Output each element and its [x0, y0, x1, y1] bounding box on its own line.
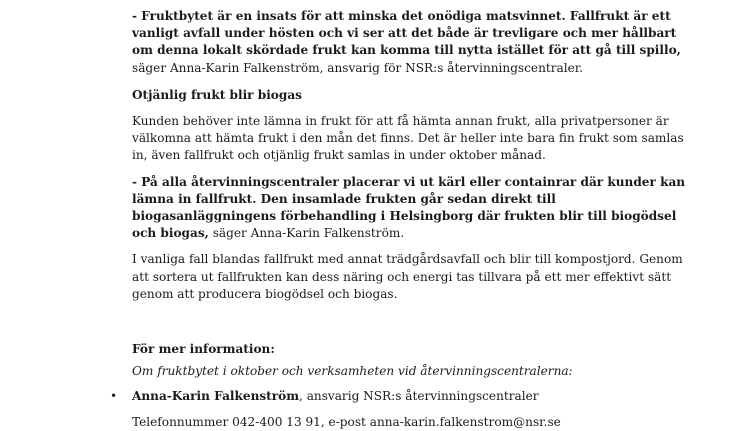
quote-2-attribution: säger Anna-Karin Falkenström.	[208, 226, 405, 241]
quote-1-bold: - Fruktbytet är en insats för att minska det onödiga matsvinnet. Fallfrukt är ett vanligt avfall under hösten och vi ser att det både är trevligare och mer hållbart om denna lokalt skördade frukt kan komma till nytta istället för att gå till spillo,	[132, 9, 681, 58]
contact-list-item	[110, 388, 692, 405]
info-heading: För mer information:	[132, 342, 275, 357]
body-paragraph-kunden: Kunden behöver inte lämna in frukt för att få hämta annan frukt, alla privatpersoner är välkomna att hämta frukt i den mån det finns. Det är heller inte bara fin frukt som samlas in, även fallfrukt och otjänlig frukt samlas in under oktober månad.	[132, 114, 684, 163]
quote-paragraph-1	[132, 8, 692, 77]
info-intro: Om fruktbytet i oktober och verksamheten vid återvinningscentralerna:	[132, 364, 573, 379]
bullet-icon: •	[110, 389, 118, 404]
quote-paragraph-2	[132, 174, 692, 243]
contact-details: Telefonnummer 042-400 13 91, e-post anna-karin.falkenstrom@nsr.se	[132, 414, 561, 429]
contact-role: , ansvarig NSR:s återvinningscentraler	[299, 389, 539, 404]
contact-name: Anna-Karin Falkenström	[132, 389, 299, 404]
document-body	[110, 8, 692, 431]
quote-2-bold: - På alla återvinningscentraler placerar vi ut kärl eller containrar där kunder kan lämna in fallfrukt. Den insamlade frukten går sedan direkt till biogasanläggningens förbehandling i Helsingborg där frukten blir till biogödsel och biogas,	[132, 174, 686, 241]
section-heading: Otjänlig frukt blir biogas	[132, 87, 302, 102]
quote-1-attribution: säger Anna-Karin Falkenström, ansvarig för NSR:s återvinningscentraler.	[132, 60, 584, 75]
body-paragraph-vanliga: I vanliga fall blandas fallfrukt med annat trädgårdsavfall och blir till kompostjord. Genom att sortera ut fallfrukten kan dess näring och energi tas tillvara på ett mer effektivt sätt genom att producera biogödsel och biogas.	[132, 252, 683, 301]
